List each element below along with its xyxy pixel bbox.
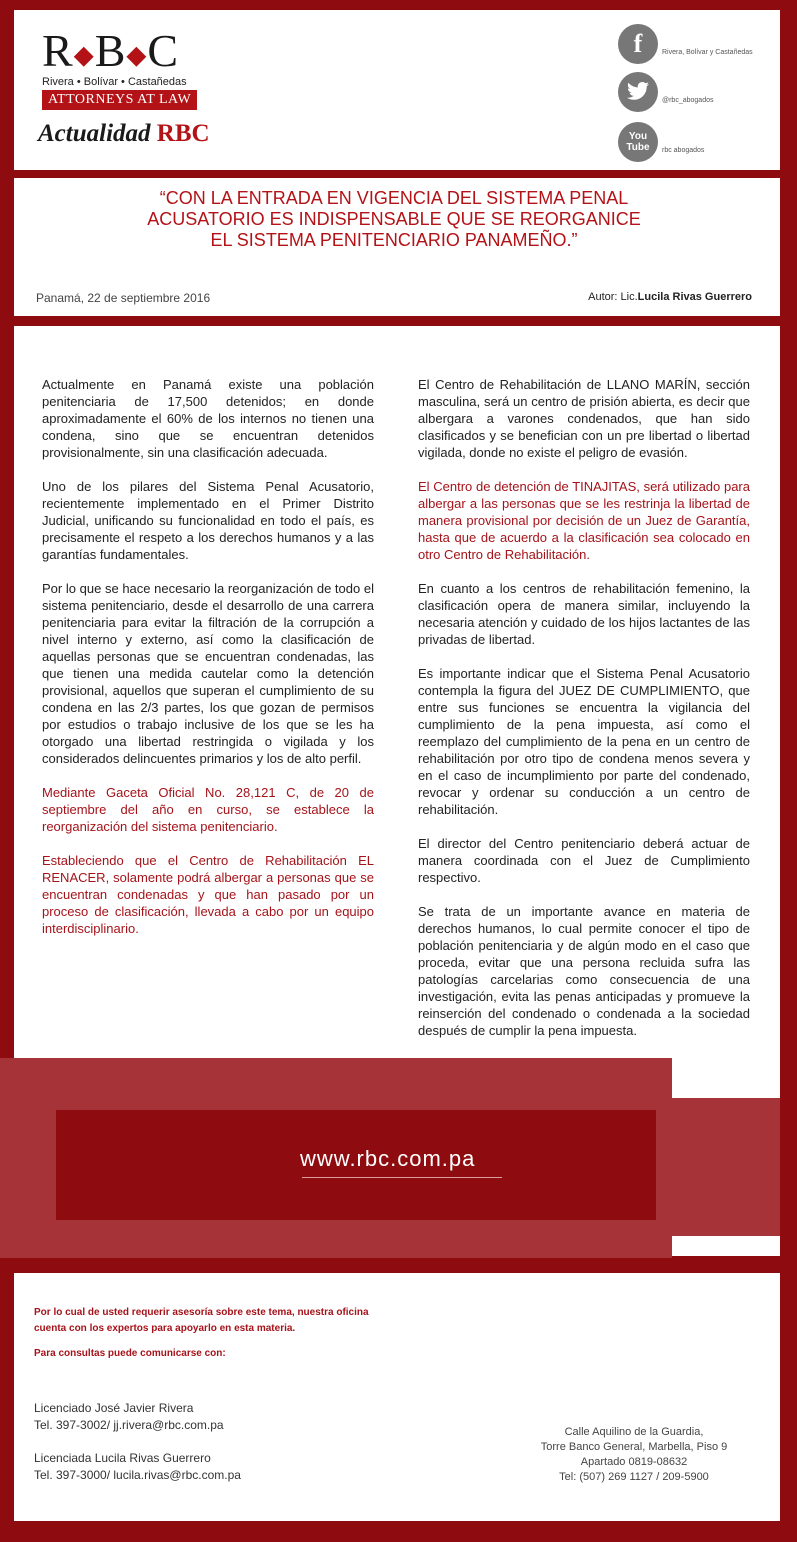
article-column-right — [418, 376, 750, 1056]
twitter-link[interactable] — [618, 72, 713, 112]
cta-consult: Para consultas puede comunicarse con: — [34, 1348, 226, 1359]
cta-text: Por lo cual de usted requerir asesoría sobre este tema, nuestra oficina cuenta con los expertos para apoyarlo en esta materia. — [34, 1307, 369, 1334]
address-line: Calle Aquilino de la Guardia, — [564, 1426, 704, 1438]
twitter-handle: @rbc_abogados — [662, 96, 714, 104]
paragraph: Por lo que se hace necesario la reorganización de todo el sistema penitenciario, desde el desarrollo de una carrera penitenciaria para evitar la filtración de la corrupción a nivel interno y externo, así como la clasificación de aquellas personas que se encuentran condenadas, las que tienen una medida cautelar como la detención provisional, aquellos que superan el cumplimiento de su condena en las 2/3 partes, los que gozan de permisos por estudios o trabajo inclusive de los que se les ha otorgado una libertad restringida o vigilada y los considerados delincuentes primarios y los de alto perfil. — [42, 581, 374, 766]
article-author — [588, 291, 752, 303]
contact-name: Licenciado José Javier Rivera — [34, 1401, 194, 1415]
contact-rivera — [34, 1400, 224, 1434]
logo-letter-r: R — [42, 25, 74, 76]
contact-info[interactable]: Tel. 397-3000/ lucila.rivas@rbc.com.pa — [34, 1468, 241, 1482]
paragraph: El Centro de Rehabilitación de LLANO MARÍN, sección masculina, será un centro de prisión abierta, es decir que albergara a varones condenados, que han sido clasificados y se benefician con un pre libertad o libertad vigilada, donde no existe el peligro de evasión. — [418, 377, 750, 460]
paragraph: Es importante indicar que el Sistema Penal Acusatorio contempla la figura del JUEZ DE CUMPLIMIENTO, que entre sus funciones se encuentra la vigilancia del cumplimiento de la pena impuesta, así como el reemplazo del cumplimiento de la pena en un centro de rehabilitación por otro tipo de condena menos severa y en el caso de incumplimiento por parte del condenado, revocar y ordenar su conducción a un centro de rehabilitación. — [418, 666, 750, 817]
paragraph-highlight: Mediante Gaceta Oficial No. 28,121 C, de 20 de septiembre del año en curso, se establece la reorganización del sistema penitenciario. — [42, 785, 374, 834]
author-name: Lucila Rivas Guerrero — [637, 291, 752, 303]
paragraph: Uno de los pilares del Sistema Penal Acusatorio, recientemente implementado en el Primer Distrito Judicial, unificando su funcionalidad en todo el país, es precisamente el respeto a los derechos humanos y a las garantías fundamentales. — [42, 479, 374, 562]
contact-info[interactable]: Tel. 397-3002/ jj.rivera@rbc.com.pa — [34, 1418, 224, 1432]
website-link[interactable]: www.rbc.com.pa — [300, 1146, 476, 1171]
facebook-icon[interactable]: f — [618, 24, 658, 64]
logo-tagline: ATTORNEYS AT LAW — [42, 90, 197, 110]
logo-letter-b: B — [94, 25, 127, 76]
youtube-icon[interactable] — [618, 122, 658, 162]
paragraph: Actualmente en Panamá existe una población penitenciaria de 17,500 detenidos; en donde aproximadamente el 60% de los internos no tienen una condena, sino que se encuentran detenidos provisionalmente, sin una clasificación adecuada. — [42, 377, 374, 460]
paragraph: El director del Centro penitenciario deberá actuar de manera coordinada con el Juez de Cumplimiento respectivo. — [418, 836, 750, 885]
article-column-left — [42, 376, 374, 954]
twitter-icon[interactable] — [618, 72, 658, 112]
logo-letter-c: C — [147, 25, 180, 76]
contact-rivas — [34, 1450, 241, 1484]
paragraph: Se trata de un importante avance en materia de derechos humanos, lo cual permite conocer el tipo de población penitenciaria y de algún modo en el caso que proceda, evitar que una persona recluida sufra las patologías carcelarias como consecuencia de una investigación, evita las penas anticipadas y promueve la reinserción del condenado o condenada a la sociedad después de cumplir la pena impuesta. — [418, 904, 750, 1038]
paragraph: En cuanto a los centros de rehabilitación femenino, la clasificación opera de manera similar, incluyendo la necesaria atención y cuidado de los hijos lactantes de las privadas de libertad. — [418, 581, 750, 647]
section-brand: RBC — [156, 120, 210, 147]
youtube-glyph-top: You — [628, 131, 648, 142]
youtube-link[interactable] — [618, 122, 704, 162]
office-address — [514, 1425, 754, 1485]
address-line: Torre Banco General, Marbella, Piso 9 — [540, 1441, 728, 1453]
footer-panel — [14, 1273, 780, 1521]
contact-name: Licenciada Lucila Rivas Guerrero — [34, 1451, 211, 1465]
article-headline: “CON LA ENTRADA EN VIGENCIA DEL SISTEMA PENAL ACUSATORIO ES INDISPENSABLE QUE SE REORGANICE EL SISTEMA PENITENCIARIO PANAMEÑO.” — [147, 188, 641, 250]
paragraph-highlight: El Centro de detención de TINAJITAS, será utilizado para albergar a las personas que se les restrinja la libertad de manera provisional por decisión de un Juez de Garantía, hasta que de acuerdo a la clasificación sea colocado en otro Centro de Rehabilitación. — [418, 479, 750, 562]
paragraph-highlight: Estableciendo que el Centro de Rehabilitación EL RENACER, solamente podrá albergar a personas que se encuentran condenadas y que han pasado por un proceso de clasificación, llevada a cabo por un equipo interdisciplinario. — [42, 853, 374, 936]
address-line: Tel: (507) 269 1127 / 209-5900 — [559, 1471, 709, 1483]
footer-cta — [34, 1305, 374, 1362]
logo-names: Rivera • Bolívar • Castañedas — [42, 76, 187, 89]
article-date: Panamá, 22 de septiembre 2016 — [36, 291, 211, 305]
facebook-link[interactable] — [618, 24, 753, 64]
website-underline — [302, 1177, 502, 1178]
rbc-logo: R◆B◆C Rivera • Bolívar • Castañedas ATTORNEYS AT LAW — [42, 28, 197, 110]
author-label: Autor: Lic. — [588, 291, 638, 303]
address-line: Apartado 0819-08632 — [580, 1456, 688, 1468]
header-panel — [14, 10, 780, 170]
youtube-glyph-bottom: Tube — [626, 142, 650, 153]
facebook-handle: Rivera, Bolívar y Castañedas — [662, 48, 753, 56]
title-panel — [14, 178, 780, 316]
section-word: Actualidad — [38, 120, 151, 147]
section-title — [38, 120, 210, 148]
youtube-handle: rbc abogados — [662, 146, 705, 154]
